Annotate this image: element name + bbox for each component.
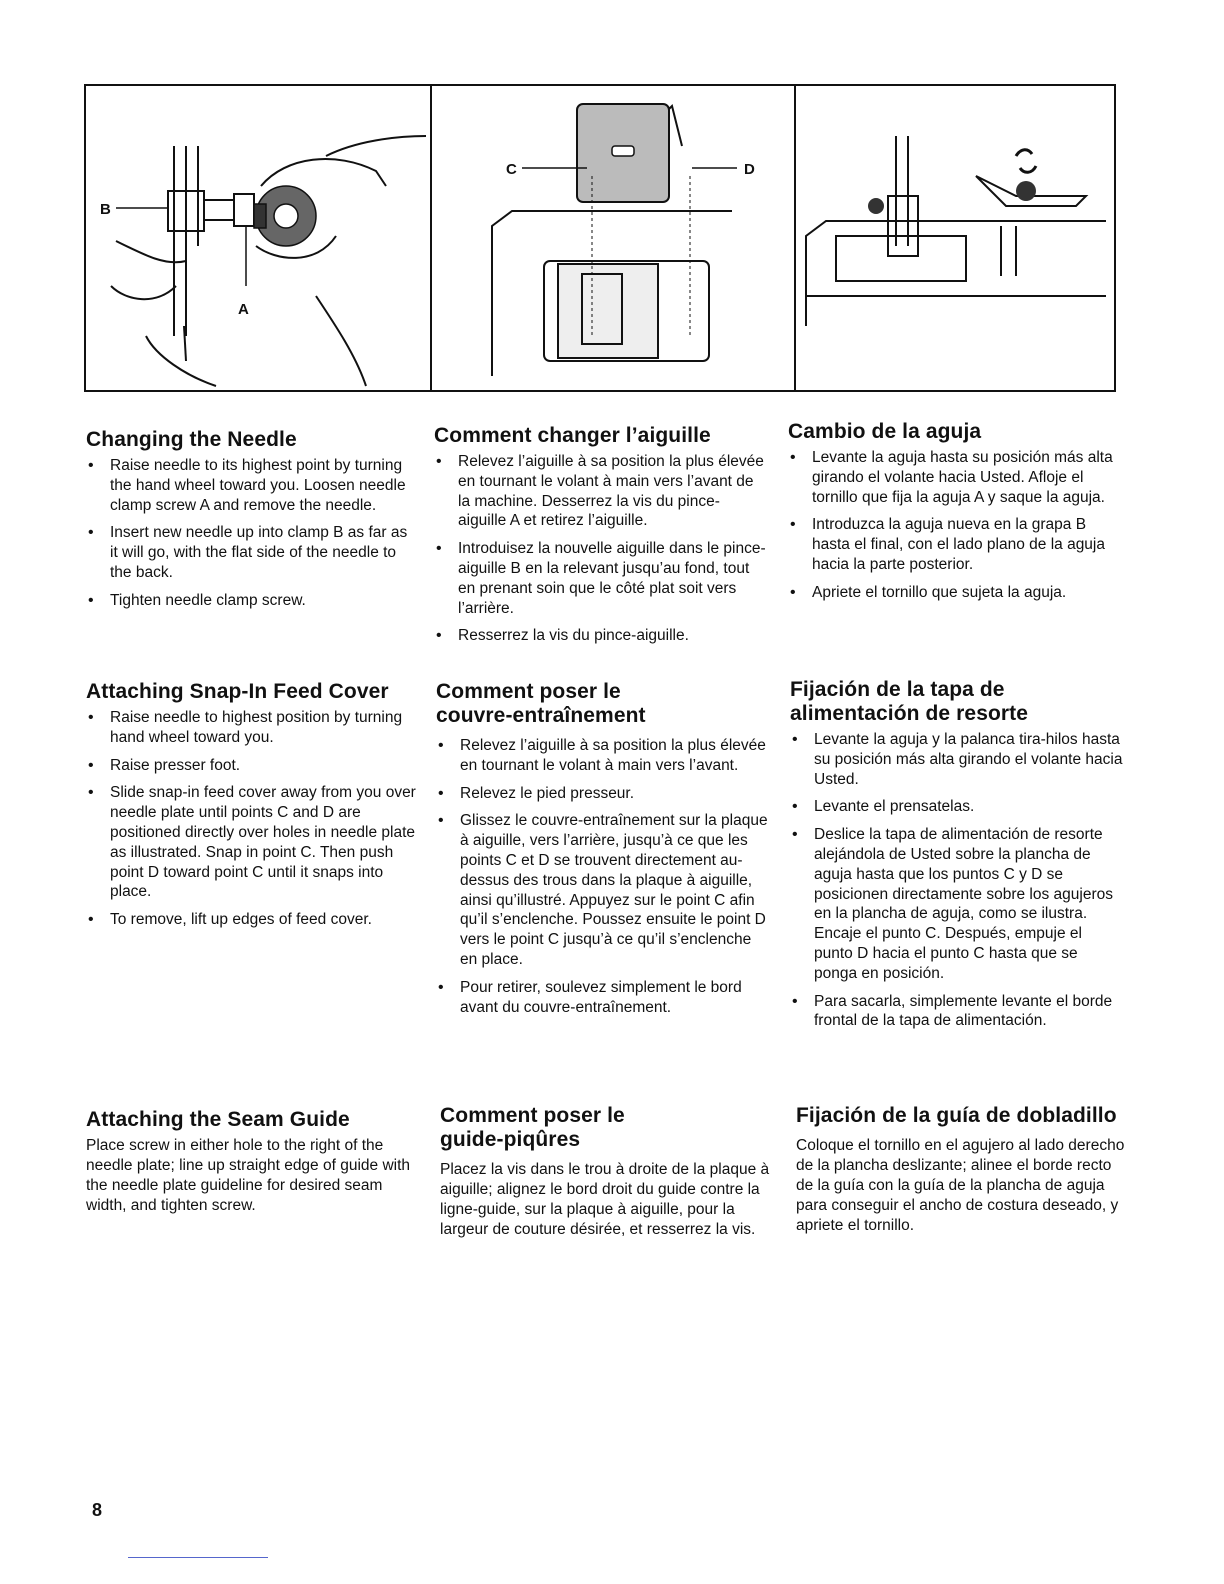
section-title	[790, 678, 1124, 726]
seam-guide-drawing	[796, 86, 1116, 390]
section-title: Fijación de la guía de dobladillo	[796, 1104, 1117, 1127]
bullet-list	[788, 448, 1122, 603]
label-c: C	[506, 161, 517, 178]
list-item: • Deslice la tapa de alimentación de resorte alejándola de Usted sobre la plancha de aguja hasta que los puntos C y D se posicionen directamente sobre los agujeros en la plancha de aguja, como se ilustra. Encaje el punto C. Después, empuje el punto D hacia el punto C hasta que se ponga en posición.	[790, 825, 1124, 983]
section-title: Attaching the Seam Guide	[86, 1108, 350, 1131]
list-item: • Levante la aguja y la palanca tira-hilos hasta su posición más alta girando el volante hacia Usted.	[790, 730, 1124, 789]
feed-cover-illustration	[432, 86, 794, 390]
section-text: Placez la vis dans le trou à droite de la plaque à aiguille; alignez le bord droit du guide contre la ligne-guide, sur la plaque à aiguille, pour la largeur de couture désirée, et resserrez la vis.	[440, 1161, 770, 1238]
list-item: • Levante la aguja hasta su posición más alta girando el volante hacia Usted. Afloje el tornillo que fija la aguja A y saque la aguja.	[788, 448, 1122, 507]
seam-guide-illustration	[796, 86, 1116, 390]
list-item: • Relevez le pied presseur.	[436, 784, 770, 804]
needle-section-english	[86, 428, 418, 619]
list-item: • Slide snap-in feed cover away from you over needle plate until points C and D are positioned directly over holes in needle plate as illustrated. Snap in point C. Then push point D toward point C until it snaps into place.	[86, 783, 418, 902]
list-item: • Levante el prensatelas.	[790, 797, 1124, 817]
feed-cover-section-english	[86, 680, 418, 938]
list-item: • Relevez l’aiguille à sa position la plus élevée en tournant le volant à main vers l’avant de la machine. Desserrez la vis du pince-aiguille A et retirez l’aiguille.	[434, 452, 768, 531]
needle-drawing	[86, 86, 430, 390]
title-line-1: Comment poser le	[436, 680, 621, 703]
footer-rule	[128, 1557, 268, 1558]
seam-guide-section-french	[440, 1104, 770, 1240]
list-item: • Raise needle to its highest point by turning the hand wheel toward you. Loosen needle clamp screw A and remove the needle.	[86, 456, 418, 515]
list-item: • Para sacarla, simplemente levante el borde frontal de la tapa de alimentación.	[790, 992, 1124, 1032]
label-d: D	[744, 161, 755, 178]
bullet-list	[436, 736, 770, 1017]
rotate-arrows-icon	[1016, 150, 1036, 173]
needle-illustration	[86, 86, 430, 390]
section-text: Place screw in either hole to the right of the needle plate; line up straight edge of guide with the needle plate guideline for desired seam width, and tighten screw.	[86, 1137, 411, 1214]
section-title: Comment changer l’aiguille	[434, 424, 711, 447]
list-item: • Relevez l’aiguille à sa position la plus élevée en tournant le volant à main vers l’avant.	[436, 736, 770, 776]
title-line-1: Fijación de la tapa de	[790, 678, 1005, 701]
bullet-list	[86, 456, 418, 611]
list-item: • Resserrez la vis du pince-aiguille.	[434, 626, 768, 646]
label-b: B	[100, 201, 111, 218]
label-a: A	[238, 301, 249, 318]
illustration-panel	[84, 84, 1116, 392]
list-item: • Apriete el tornillo que sujeta la aguja.	[788, 583, 1122, 603]
seam-guide-section-spanish	[796, 1104, 1128, 1236]
list-item: • Tighten needle clamp screw.	[86, 591, 418, 611]
list-item: • Raise needle to highest position by turning hand wheel toward you.	[86, 708, 418, 748]
title-line-2: couvre-entraînement	[436, 704, 646, 727]
list-item: • Pour retirer, soulevez simplement le bord avant du couvre-entraînement.	[436, 978, 770, 1018]
list-item: • To remove, lift up edges of feed cover.	[86, 910, 418, 930]
title-line-2: guide-piqûres	[440, 1128, 581, 1151]
section-title: Changing the Needle	[86, 428, 297, 451]
title-line-1: Comment poser le	[440, 1104, 625, 1127]
page-number: 8	[92, 1500, 103, 1520]
title-line-2: alimentación de resorte	[790, 702, 1029, 725]
section-title: Cambio de la aguja	[788, 420, 982, 443]
section-title	[440, 1104, 770, 1152]
list-item: • Introduisez la nouvelle aiguille dans le pince-aiguille B en la relevant jusqu’au fond, tout en prenant soin que le côté plat soit vers l’arrière.	[434, 539, 768, 618]
bullet-list	[86, 708, 418, 930]
list-item: • Insert new needle up into clamp B as far as it will go, with the flat side of the needle to the back.	[86, 523, 418, 582]
needle-section-french	[434, 424, 768, 654]
section-title	[436, 680, 770, 728]
needle-section-spanish	[788, 420, 1122, 611]
bullet-list	[790, 730, 1124, 1031]
list-item: • Raise presser foot.	[86, 756, 418, 776]
list-item: • Introduzca la aguja nueva en la grapa B hasta el final, con el lado plano de la aguja hacia la parte posterior.	[788, 515, 1122, 574]
list-item: • Glissez le couvre-entraînement sur la plaque à aiguille, vers l’arrière, jusqu’à ce que les points C et D se trouvent directement au-dessus des trous dans la plaque à aiguille, ainsi qu’illustré. Appuyez sur le point C afin qu’il s’enclenche. Poussez ensuite le point D vers le point C jusqu’à ce qu’il s’enclenche en place.	[436, 811, 770, 969]
section-text: Coloque el tornillo en el agujero al lado derecho de la plancha deslizante; alinee el borde recto de la guía con la guía de la plancha de aguja para conseguir el ancho de costura deseado, y apriete el tornillo.	[796, 1137, 1125, 1234]
feed-cover-drawing	[432, 86, 794, 390]
bullet-list	[434, 452, 768, 646]
feed-cover-section-spanish	[790, 678, 1124, 1039]
feed-cover-section-french	[436, 680, 770, 1025]
seam-guide-section-english	[86, 1108, 422, 1216]
section-title: Attaching Snap-In Feed Cover	[86, 680, 389, 703]
